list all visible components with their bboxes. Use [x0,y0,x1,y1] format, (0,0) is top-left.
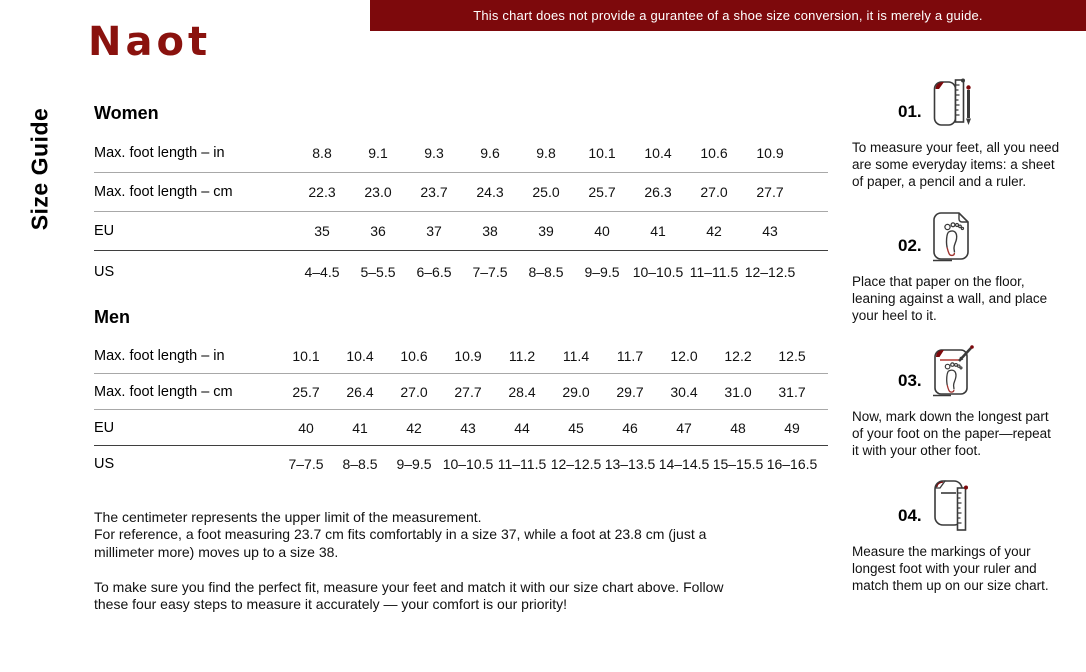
size-value: 11.2 [508,347,536,364]
step-text-line: Place that paper on the floor, [852,274,1025,289]
size-value: 9–9.5 [584,264,620,280]
size-value: 47 [676,419,692,436]
size-value: 11–11.5 [689,264,739,280]
size-value: 49 [784,419,800,436]
size-value: 44 [514,419,530,436]
row-label: US [94,455,115,472]
table-row [94,338,828,374]
size-value: 10.6 [400,347,428,364]
size-value: 6–6.5 [416,264,452,280]
row-label: EU [94,419,115,436]
size-value: 16–16.5 [766,455,818,472]
size-value: 42 [706,223,722,239]
size-value: 9.1 [368,145,388,161]
size-value: 10.6 [700,145,728,161]
size-value: 7–7.5 [288,455,324,472]
size-value: 45 [568,419,584,436]
step-1 [852,76,1084,190]
step-text-line: Now, mark down the longest part [852,409,1049,424]
step-2-header [898,210,1084,262]
disclaimer-banner [370,0,1086,31]
size-value: 10.4 [644,145,672,161]
size-value: 46 [622,419,638,436]
women-size-table [94,134,828,293]
size-value: 7–7.5 [472,264,508,280]
size-value: 36 [370,223,386,239]
paper-footprint-icon [929,210,975,262]
size-value: 27.0 [400,383,428,400]
step-1-header [898,76,1084,128]
paper-footprint-pencil-icon [929,345,975,397]
size-value: 22.3 [308,184,336,200]
step-2 [852,210,1084,324]
size-value: 38 [482,223,498,239]
step-4-text [852,543,1084,594]
size-value: 11.4 [562,347,590,364]
naot-logo: Naot [88,19,212,65]
size-value: 8–8.5 [342,455,378,472]
table-row [94,134,828,173]
size-value: 5–5.5 [360,264,396,280]
size-value: 25.7 [588,184,616,200]
size-value: 37 [426,223,442,239]
note-line: millimeter more) moves up to a size 38. [94,543,339,560]
note-line: To make sure you find the perfect fit, measure your feet and match it with our size chart above. Follow [94,578,724,595]
size-value: 12.0 [670,347,698,364]
size-value: 8.8 [312,145,332,161]
size-value: 11–11.5 [497,455,547,472]
size-value: 12.5 [778,347,806,364]
size-value: 25.7 [292,383,320,400]
paper-ruler-icon [929,478,975,532]
size-value: 10.9 [454,347,482,364]
step-3-header [898,345,1084,397]
size-value: 23.7 [420,184,448,200]
size-value: 28.4 [508,383,536,400]
size-value: 41 [352,419,368,436]
size-value: 40 [298,419,314,436]
size-value: 27.7 [756,184,784,200]
table-row [94,173,828,212]
step-1-text [852,139,1084,190]
size-value: 43 [762,223,778,239]
size-value: 9.6 [480,145,500,161]
size-value: 23.0 [364,184,392,200]
step-3 [852,345,1084,459]
size-value: 48 [730,419,746,436]
size-value: 12.2 [724,347,752,364]
step-4-header [898,480,1084,532]
size-value: 24.3 [476,184,504,200]
step-text-line: it with your other foot. [852,443,982,458]
size-value: 9–9.5 [396,455,432,472]
size-value: 10.1 [292,347,320,364]
row-label: Max. foot length – in [94,145,225,161]
size-value: 41 [650,223,666,239]
step-text-line: match them up on our size chart. [852,578,1049,593]
size-value: 43 [460,419,476,436]
size-value: 40 [594,223,610,239]
size-value: 42 [406,419,422,436]
step-text-line: To measure your feet, all you need [852,140,1060,155]
step-text-line: of paper, a pencil and a ruler. [852,174,1027,189]
size-value: 10.1 [588,145,616,161]
step-text-line: leaning against a wall, and place [852,291,1048,306]
size-value: 29.0 [562,383,590,400]
size-value: 13–13.5 [604,455,656,472]
step-text-line: longest foot with your ruler and [852,561,1037,576]
size-value: 26.4 [346,383,374,400]
note-line: these four easy steps to measure it accurately — your comfort is our priority! [94,596,568,613]
size-value: 15–15.5 [712,455,764,472]
footnotes [94,509,724,613]
step-text-line: are some everyday items: a sheet [852,157,1055,172]
step-4 [852,480,1084,594]
size-value: 10.4 [346,347,374,364]
size-value: 31.7 [778,383,806,400]
size-value: 12–12.5 [744,264,796,280]
row-label: US [94,264,115,280]
step-number: 03. [898,371,922,390]
size-value: 12–12.5 [550,455,602,472]
size-value: 14–14.5 [658,455,710,472]
size-value: 8–8.5 [528,264,564,280]
size-guide-label: Size Guide [26,107,53,231]
size-value: 4–4.5 [304,264,340,280]
step-number: 01. [898,102,922,121]
table-row [94,251,828,293]
size-value: 29.7 [616,383,644,400]
size-value: 10–10.5 [442,455,494,472]
disclaimer-text: This chart does not provide a gurantee of a shoe size conversion, it is merely a guide. [473,8,983,23]
step-text-line: Measure the markings of your [852,544,1031,559]
note-line: For reference, a foot measuring 23.7 cm fits comfortably in a size 37, while a foot at 23.8 cm (just a [94,526,707,543]
step-number: 04. [898,506,922,525]
step-2-text [852,273,1084,324]
size-value: 39 [538,223,554,239]
size-value: 9.3 [424,145,444,161]
row-label: Max. foot length – in [94,347,225,364]
paper-ruler-pencil-icon [929,78,975,128]
size-value: 35 [314,223,330,239]
row-label: Max. foot length – cm [94,184,233,200]
size-value: 30.4 [670,383,698,400]
step-number: 02. [898,236,922,255]
table-row [94,410,828,446]
size-value: 10.9 [756,145,784,161]
size-value: 26.3 [644,184,672,200]
size-value: 27.0 [700,184,728,200]
note-line: The centimeter represents the upper limit of the measurement. [94,509,482,525]
table-row [94,374,828,410]
men-section-title: Men [94,307,130,327]
women-section-title: Women [94,103,159,123]
row-label: Max. foot length – cm [94,383,233,400]
step-text-line: of your foot on the paper—repeat [852,426,1051,441]
row-label: EU [94,223,115,239]
size-value: 27.7 [454,383,482,400]
table-row [94,212,828,251]
size-value: 10–10.5 [632,264,684,280]
step-text-line: your heel to it. [852,308,937,323]
table-row [94,446,828,481]
step-3-text [852,408,1084,459]
size-value: 31.0 [724,383,752,400]
size-value: 25.0 [532,184,560,200]
paragraph-gap [94,561,724,579]
size-value: 9.8 [536,145,556,161]
men-size-table [94,338,828,481]
size-value: 11.7 [616,347,644,364]
